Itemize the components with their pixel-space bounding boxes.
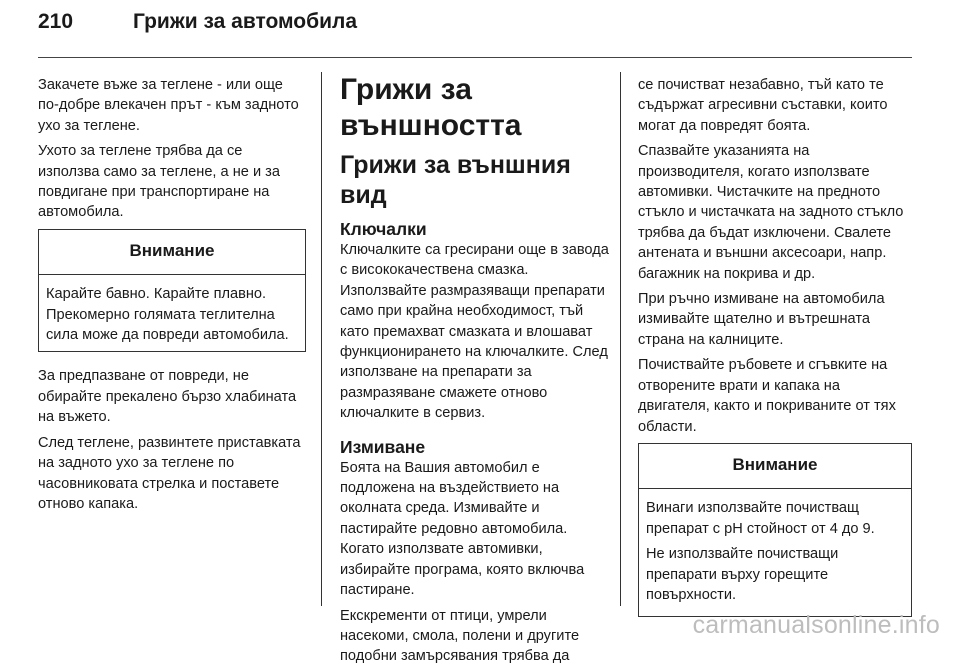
warning-title: Внимание bbox=[39, 230, 305, 275]
washing-text-1: Боята на Вашия автомобил е подложена на въздействието на околната среда. Измивайте и пастирайте редовно автомобила. Когато използвате автомивки, избирайте програма, която включва пастиране. bbox=[340, 459, 585, 599]
locks-heading: Ключалки bbox=[340, 219, 427, 239]
warning-body-cleaning bbox=[639, 489, 911, 616]
paragraph-towing-eye-usage: Ухото за теглене трябва да се използва само за теглене, а не и за повдигане при транспортиране на автомобила. bbox=[38, 143, 280, 221]
paragraph-car-wash-instructions: Спазвайте указанията на производителя, когато използвате автомивки. Чистачките на предното стъкло и чистачката на задното стъкло трябва да бъдат изключени. Свалете антената и външни аксесоари, напр. багажник на покрива и др. bbox=[638, 143, 904, 282]
paragraph-tow-rope: Закачете въже за теглене - или още по-добре влекачен прът - към задното ухо за теглене. bbox=[38, 77, 299, 134]
page-number: 210 bbox=[38, 10, 74, 33]
column-1 bbox=[38, 75, 306, 519]
column-divider-2 bbox=[620, 72, 621, 606]
washing-heading: Измиване bbox=[340, 436, 426, 457]
column-2 bbox=[340, 72, 610, 672]
warning-ph-text: Винаги използвайте почистващ препарат с pH стойност от 4 до 9. bbox=[646, 500, 875, 537]
page-header bbox=[38, 10, 357, 34]
paragraph-hand-wash: При ръчно измиване на автомобила измивайте щателно и вътрешната страна на калниците. bbox=[638, 291, 885, 348]
column-3 bbox=[638, 75, 912, 631]
watermark: carmanualsonline.info bbox=[692, 611, 940, 639]
paragraph-clean-immediately: се почистват незабавно, тъй като те съдържат агресивни съставки, които могат да повредят боята. bbox=[638, 77, 888, 134]
warning-box-cleaning bbox=[638, 443, 912, 617]
warning-body: Карайте бавно. Карайте плавно. Прекомерно голямата теглителна сила може да повреди автомобила. bbox=[46, 286, 289, 344]
warning-box bbox=[38, 229, 306, 353]
header-divider bbox=[38, 57, 912, 58]
paragraph-after-towing: След теглене, развинтете приставката на задното ухо за теглене по часовниковата стрелка и поставете отново капака. bbox=[38, 434, 301, 512]
subsection-heading: Грижи за външния вид bbox=[340, 151, 571, 209]
locks-text: Ключалките са гресирани още в завода с висококачествена смазка. Използвайте размразяващи препарати само при крайна необходимост, тъй като премахват смазката и влошават функционирането на ключалките. След използване на препарати за размразяване смажете отново ключалките в сервиз. bbox=[340, 242, 609, 422]
paragraph-edges-folds: Почиствайте ръбовете и сгъвките на отворените врати и капака на двигателя, както и покриваните от тях области. bbox=[638, 357, 896, 435]
washing-text-2: Екскременти от птици, умрели насекоми, смола, полени и другите подобни замърсявания трябва да bbox=[340, 607, 580, 665]
column-divider-1 bbox=[321, 72, 322, 606]
section-heading: Грижи за външността bbox=[340, 73, 522, 142]
paragraph-rope-slack: За предпазване от повреди, не обирайте прекалено бързо хлабината на въжето. bbox=[38, 368, 297, 426]
warning-hot-surfaces-text: Не използвайте почистващи препарати върху горещите повърхности. bbox=[646, 546, 839, 603]
warning-title-cleaning: Внимание bbox=[639, 444, 911, 489]
page-header-title: Грижи за автомобила bbox=[133, 10, 358, 33]
